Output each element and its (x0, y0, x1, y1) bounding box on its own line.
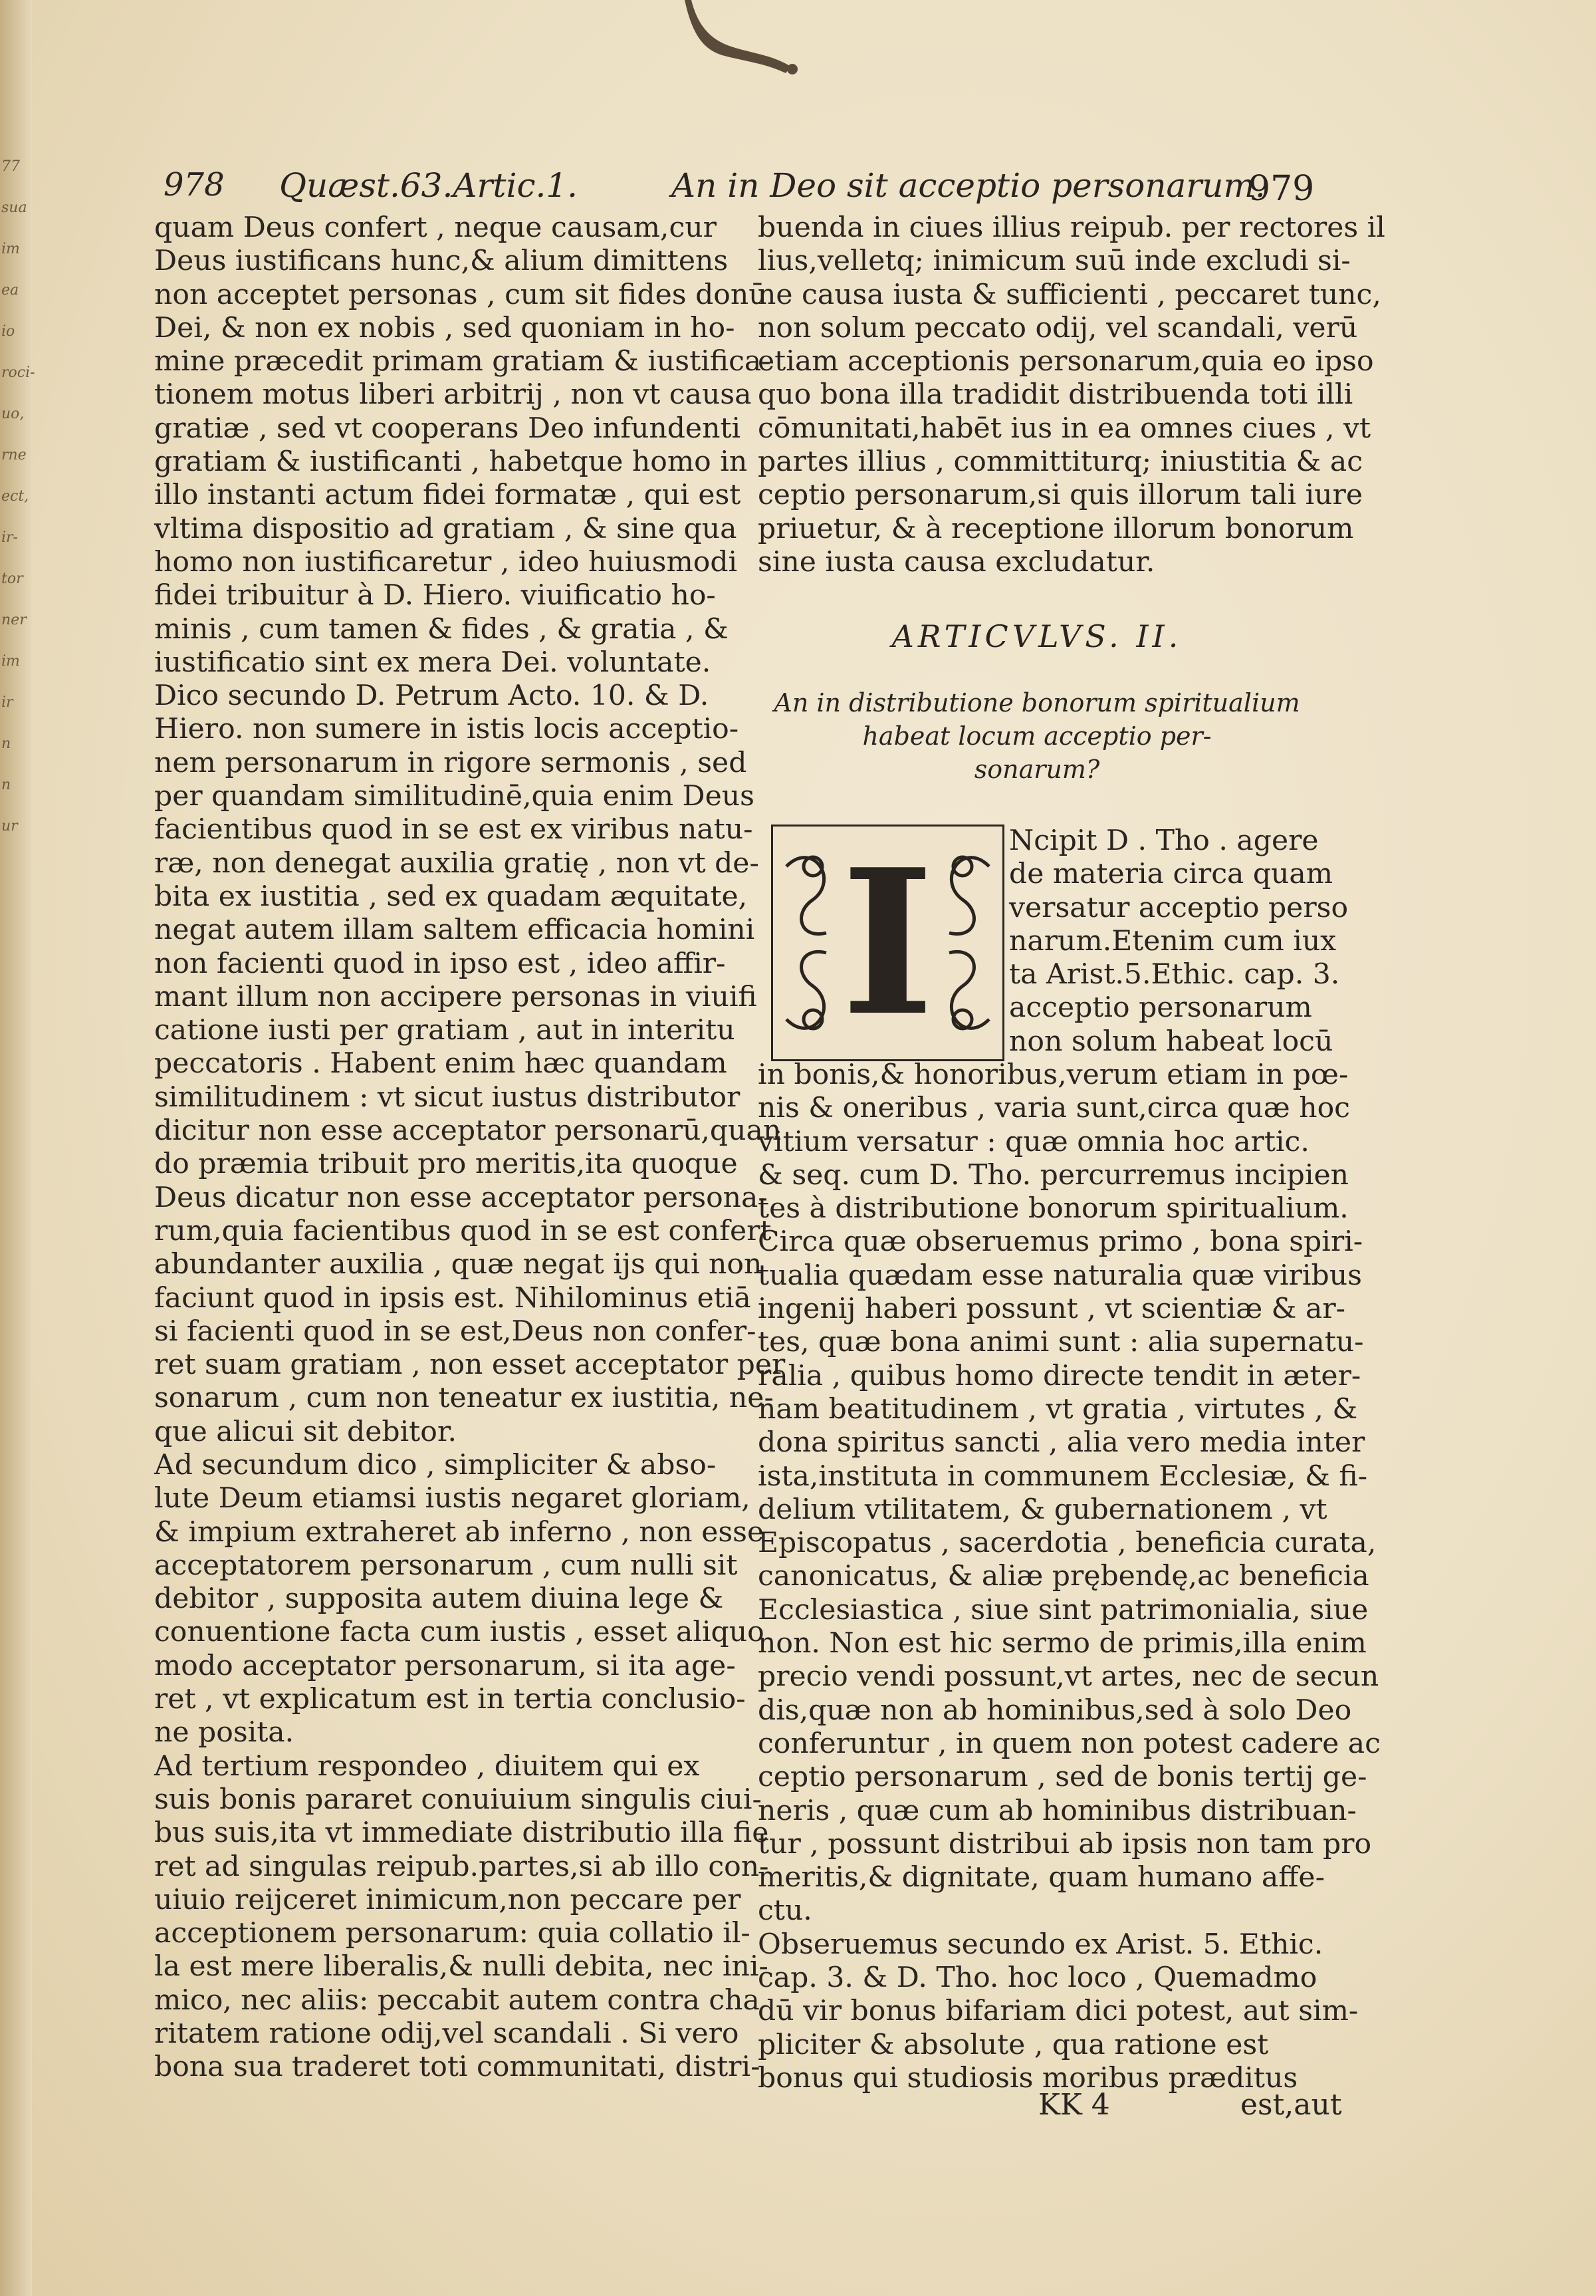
text-line: Deus dicatur non esse acceptator persona- (154, 1181, 768, 1214)
initial-letter: I (841, 825, 935, 1060)
text-line: ret ad singulas reipub.partes,si ab illo con- (154, 1850, 769, 1883)
text-line: peccatoris . Habent enim hæc quandam (154, 1047, 727, 1081)
text-line: canonicatus, & aliæ prębendę,ac beneficia (758, 1560, 1369, 1593)
text-line: ingenij haberi possunt , vt scientiæ & ar- (758, 1293, 1346, 1326)
text-line: vltima dispositio ad gratiam , & sine qua (154, 512, 737, 545)
text-line: fidei tribuitur à D. Hiero. viuificatio ho- (154, 579, 716, 612)
text-line: tualia quædam esse naturalia quæ viribus (758, 1259, 1362, 1292)
text-line: ne posita. (154, 1716, 294, 1749)
text-line: non. Non est hic sermo de primis,illa enim (758, 1627, 1367, 1660)
margin-fragment: ur (1, 818, 18, 834)
right-running-title: An in Deo sit acceptio personarum. (671, 166, 1266, 205)
text-line: ta Arist.5.Ethic. cap. 3. (1009, 958, 1340, 991)
text-line: quam Deus confert , neque causam,cur (154, 211, 717, 244)
text-line: do præmia tribuit pro meritis,ita quoque (154, 1148, 738, 1181)
left-page-edge (0, 0, 35, 2296)
article-question (771, 686, 1303, 786)
text-line: ne causa iusta & sufficienti , peccaret tunc, (758, 278, 1381, 311)
margin-fragment: uo, (1, 406, 25, 422)
text-line: ceptio personarum , sed de bonis tertij ge- (758, 1761, 1367, 1794)
text-line: tionem motus liberi arbitrij , non vt causa (154, 378, 752, 412)
margin-fragment: n (1, 777, 11, 793)
text-line: Ncipit D . Tho . agere (1009, 825, 1319, 857)
text-line: facientibus quod in se est ex viribus natu- (154, 813, 753, 846)
text-line: suis bonis pararet conuiuium singulis ciui- (154, 1783, 762, 1816)
text-line: meritis,& dignitate, quam humano affe- (758, 1861, 1325, 1894)
text-line: rum,quia facientibus quod in se est confert (154, 1214, 772, 1247)
text-line: ctu. (758, 1894, 812, 1928)
text-line: faciunt quod in ipsis est. Nihilominus etiā (154, 1281, 751, 1315)
text-line: lute Deum etiamsi iustis negaret gloriam, (154, 1482, 750, 1515)
text-line: que alicui sit debitor. (154, 1415, 457, 1448)
text-line: nem personarum in rigore sermonis , sed (154, 746, 747, 779)
text-line: etiam acceptionis personarum,quia eo ipso (758, 345, 1374, 378)
text-line: mico, nec aliis: peccabit autem contra cha (154, 1983, 760, 2017)
text-line: pliciter & absolute , qua ratione est (758, 2028, 1269, 2061)
margin-fragment: 77 (1, 158, 20, 175)
margin-fragment: ir- (1, 529, 18, 546)
margin-fragment: ect, (1, 488, 29, 505)
text-line: bus suis,ita vt immediate distributio illa fie (154, 1817, 769, 1850)
text-line: ralia , quibus homo directe tendit in æter- (758, 1359, 1361, 1392)
text-line: vitium versatur : quæ omnia hoc artic. (758, 1125, 1310, 1158)
question-line: habeat locum acceptio per- (862, 721, 1212, 751)
left-running-title: Quæst.63.Artic.1. (279, 166, 578, 205)
text-line: Hiero. non sumere in istis locis acceptio- (154, 713, 739, 746)
text-line: catione iusti per gratiam , aut in interitu (154, 1014, 735, 1047)
text-line: Obseruemus secundo ex Arist. 5. Ethic. (758, 1928, 1323, 1961)
text-line: ritatem ratione odij,vel scandali . Si vero (154, 2017, 739, 2051)
text-line: ret suam gratiam , non esset acceptator per (154, 1348, 786, 1382)
text-line: Dico secundo D. Petrum Acto. 10. & D. (154, 680, 709, 713)
text-line: conuentione facta cum iustis , esset aliquo (154, 1616, 764, 1649)
text-line: priuetur, & à receptione illorum bonorum (758, 512, 1354, 545)
text-line: debitor , supposita autem diuina lege & (154, 1583, 724, 1616)
text-line: dona spiritus sancti , alia vero media inter (758, 1426, 1365, 1460)
margin-fragment: ir (1, 694, 13, 711)
text-line: ceptio personarum,si quis illorum tali iure (758, 479, 1363, 512)
text-line: versatur acceptio perso (1009, 891, 1349, 924)
margin-fragment: im (1, 653, 20, 670)
text-line: dū vir bonus bifariam dici potest, aut sim- (758, 1995, 1359, 2028)
text-line: negat autem illam saltem efficacia homini (154, 914, 755, 947)
text-line: minis , cum tamen & fides , & gratia , & (154, 612, 729, 646)
text-line: similitudinem : vt sicut iustus distributor (154, 1081, 741, 1114)
right-text-beside-initial (1009, 825, 1349, 1059)
text-line: si facienti quod in se est,Deus non confer- (154, 1315, 756, 1348)
text-line: mine præcedit primam gratiam & iustifica- (154, 345, 771, 378)
right-page-number: 979 (1248, 169, 1315, 209)
text-line: lius,velletq; inimicum suū inde excludi si- (758, 245, 1351, 278)
text-line: tur , possunt distribui ab ipsis non tam pro (758, 1827, 1372, 1860)
text-line: non acceptet personas , cum sit fides donū (154, 278, 767, 311)
margin-fragment: n (1, 735, 11, 752)
text-line: de materia circa quam (1009, 858, 1333, 891)
text-line: acceptionem personarum: quia collatio il- (154, 1917, 750, 1950)
text-line: abundanter auxilia , quæ negat ijs qui non (154, 1248, 762, 1281)
running-header (153, 160, 1323, 213)
fleuron-ornament (638, 0, 818, 86)
signature-mark: KK 4 (1038, 2088, 1110, 2122)
text-line: non facienti quod in ipso est , ideo affir- (154, 947, 726, 980)
article-heading: ARTICVLVS. II. (891, 618, 1183, 654)
text-line: uiuio reijceret inimicum,non peccare per (154, 1883, 741, 1916)
text-line: nam beatitudinem , vt gratia , virtutes , & (758, 1392, 1358, 1426)
text-line: narum.Etenim cum iux (1009, 924, 1337, 957)
text-line: non solum habeat locū (1009, 1025, 1333, 1058)
margin-fragment: sua (1, 199, 27, 216)
text-line: sine iusta causa excludatur. (758, 545, 1155, 578)
text-line: nis & oneribus , varia sunt,circa quæ hoc (758, 1092, 1350, 1125)
text-line: gratiam & iustificanti , habetque homo in (154, 446, 748, 479)
text-line: cap. 3. & D. Tho. hoc loco , Quemadmo (758, 1962, 1317, 1995)
text-line: gratiæ , sed vt cooperans Deo infundenti (154, 412, 741, 445)
text-line: sonarum , cum non teneatur ex iustitia, ne- (154, 1382, 774, 1415)
text-line: la est mere liberalis,& nulli debita, nec ini- (154, 1950, 768, 1983)
margin-fragment: im (1, 241, 20, 257)
text-line: conferuntur , in quem non potest cadere ac (758, 1727, 1381, 1760)
text-line: acceptio personarum (1009, 991, 1312, 1025)
margin-fragment: ner (1, 612, 27, 628)
margin-fragment: rne (1, 447, 27, 463)
text-line: cōmunitati,habēt ius in ea omnes ciues , vt (758, 412, 1371, 445)
margin-fragment: io (1, 323, 15, 340)
text-line: tes à distributione bonorum spiritualium. (758, 1192, 1349, 1225)
text-line: Dei, & non ex nobis , sed quoniam in ho- (154, 311, 735, 344)
text-line: Episcopatus , sacerdotia , beneficia curata, (758, 1527, 1377, 1560)
text-line: Deus iustificans hunc,& alium dimittens (154, 245, 729, 278)
text-line: tes, quæ bona animi sunt : alia supernatu- (758, 1326, 1364, 1359)
text-line: mant illum non accipere personas in viuifi (154, 980, 757, 1013)
text-line: modo acceptator personarum, si ita age- (154, 1649, 736, 1682)
text-line: bonus qui studiosis moribus præditus (758, 2061, 1298, 2095)
text-line: quo bona illa tradidit distribuenda toti illi (758, 378, 1353, 412)
catchword: est,aut (1240, 2088, 1342, 2122)
margin-fragments (1, 146, 35, 847)
text-line: acceptatorem personarum , cum nulli sit (154, 1549, 738, 1582)
text-line: partes illius , committiturq; iniustitia & ac (758, 446, 1363, 479)
text-line: illo instanti actum fidei formatæ , qui est (154, 479, 741, 512)
left-text-column (154, 211, 786, 2085)
text-line: neris , quæ cum ab hominibus distribuan- (758, 1794, 1357, 1827)
left-page-number: 978 (164, 166, 225, 203)
text-line: Ecclesiastica , siue sint patrimonialia, siue (758, 1593, 1369, 1626)
question-line: An in distributione bonorum spiritualium (774, 688, 1300, 717)
text-line: homo non iustificaretur , ideo huiusmodi (154, 545, 738, 578)
text-line: per quandam similitudinē,quia enim Deus (154, 780, 754, 813)
text-line: bona sua traderet toti communitati, distri- (154, 2051, 760, 2084)
text-line: non solum peccato odij, vel scandali, verū (758, 311, 1358, 344)
text-line: delium vtilitatem, & gubernationem , vt (758, 1493, 1327, 1526)
text-line: iustificatio sint ex mera Dei. voluntate. (154, 646, 711, 679)
text-line: & seq. cum D. Tho. percurremus incipien (758, 1158, 1349, 1192)
text-line: Ad tertium respondeo , diuitem qui ex (154, 1749, 700, 1783)
text-line: ret , vt explicatum est in tertia conclusio- (154, 1683, 746, 1716)
text-line: & impium extraheret ab inferno , non esse (154, 1515, 764, 1549)
text-line: Circa quæ obseruemus primo , bona spiri- (758, 1225, 1363, 1259)
margin-fragment: roci- (1, 364, 35, 381)
text-line: precio vendi possunt,vt artes, nec de secun (758, 1660, 1379, 1694)
decorated-initial (771, 825, 1004, 1061)
question-line: sonarum? (974, 755, 1100, 784)
text-line: ræ, non denegat auxilia gratię , non vt de- (154, 846, 759, 880)
margin-fragment: tor (1, 571, 23, 587)
text-line: buenda in ciues illius reipub. per rectores il (758, 211, 1385, 244)
text-line: in bonis,& honoribus,verum etiam in pœ- (758, 1059, 1349, 1091)
right-text-column-top (758, 211, 1385, 579)
text-line: Ad secundum dico , simpliciter & abso- (154, 1448, 717, 1481)
text-line: dicitur non esse acceptator personarū,quan (154, 1114, 782, 1148)
right-text-column-bottom (758, 1059, 1381, 2095)
text-line: dis,quæ non ab hominibus,sed à solo Deo (758, 1694, 1352, 1727)
text-line: ista,instituta in communem Ecclesiæ, & fi- (758, 1460, 1368, 1493)
margin-fragment: ea (1, 282, 19, 299)
text-line: bita ex iustitia , sed ex quadam æquitate, (154, 880, 748, 913)
